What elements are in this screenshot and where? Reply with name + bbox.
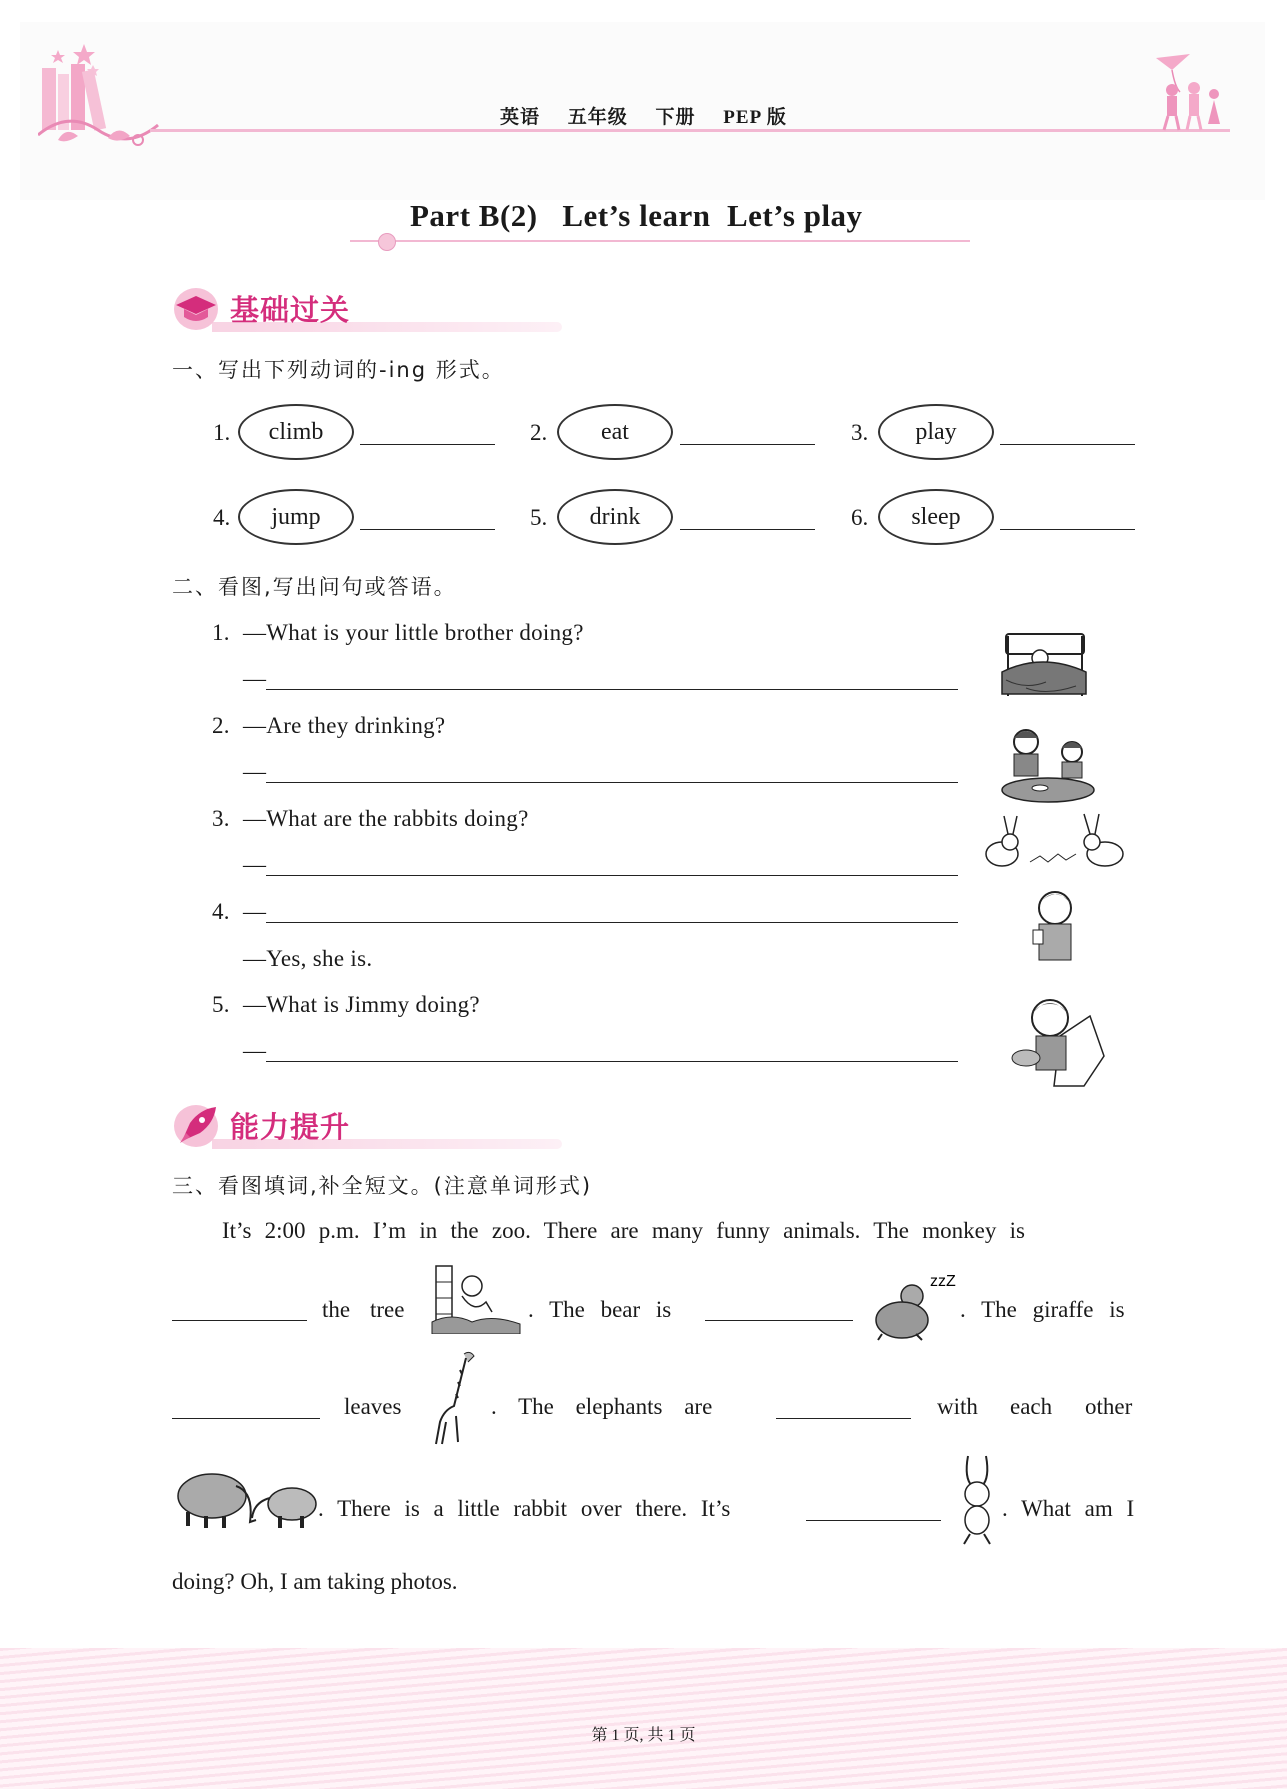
- answer-line[interactable]: [266, 922, 958, 923]
- the-giraffe-is-text: . The giraffe is: [960, 1297, 1125, 1322]
- q3-heading: 三、看图填词,补全短文。(注意单词形式): [172, 1174, 593, 1198]
- books-decoration-icon: [38, 40, 163, 150]
- verb-cloud: eat: [557, 404, 673, 460]
- section-basic-label: 基础过关: [230, 293, 351, 327]
- verb-cloud: jump: [238, 489, 354, 545]
- graduation-cap-icon: [172, 286, 220, 332]
- section-advanced-badge: [172, 1103, 572, 1149]
- fill-blank[interactable]: [806, 1520, 941, 1521]
- q2-item-num: 2.: [212, 713, 230, 738]
- the-elephants-are-text: . The elephants are: [491, 1394, 713, 1419]
- q1-item-num: 5.: [530, 505, 548, 530]
- q2-heading: 二、看图,写出问句或答语。: [172, 575, 457, 599]
- subject-label: 英语: [500, 107, 541, 128]
- q2-dash: —: [243, 852, 267, 877]
- q2-item-num: 1.: [212, 620, 230, 645]
- rabbit-jumping-picture: [950, 1452, 1004, 1546]
- q2-item-num: 5.: [212, 992, 230, 1017]
- word-other: other: [1085, 1394, 1133, 1419]
- volume-label: 下册: [655, 107, 696, 128]
- answer-blank[interactable]: [1000, 529, 1135, 530]
- edition-label: PEP 版: [723, 107, 787, 128]
- what-am-i-text: . What am I: [1002, 1496, 1135, 1521]
- title-underline: [350, 240, 970, 242]
- q1-item-num: 2.: [530, 420, 548, 445]
- q3-paragraph-last: doing? Oh, I am taking photos.: [172, 1569, 458, 1594]
- fill-blank[interactable]: [172, 1320, 307, 1321]
- answer-line[interactable]: [266, 875, 958, 876]
- q2-dash: —: [243, 899, 267, 924]
- answer-line[interactable]: [266, 782, 958, 783]
- girl-drinking-picture: [1025, 886, 1085, 972]
- q1-item-num: 4.: [213, 505, 231, 530]
- q3-paragraph-line1: It’s 2:00 p.m. I’m in the zoo. There are many funny animals. The monkey is: [222, 1218, 1025, 1243]
- boy-on-phone-picture: [1008, 992, 1108, 1088]
- q2-dash: —: [243, 666, 267, 691]
- monkey-climbing-tree-picture: [428, 1262, 524, 1334]
- grade-label: 五年级: [567, 107, 628, 128]
- page-number: 第 1 页, 共 1 页: [591, 1727, 696, 1744]
- kids-eating-picture: [1000, 724, 1095, 806]
- book-info: [500, 102, 809, 129]
- verb-cloud: climb: [238, 404, 354, 460]
- q1-item-num: 1.: [213, 420, 231, 445]
- footer-band: [0, 1648, 1287, 1789]
- word-leaves: leaves: [344, 1394, 402, 1419]
- the-bear-is-text: . The bear is: [528, 1297, 672, 1322]
- q2-item-num: 4.: [212, 899, 230, 924]
- q2-question: —What is your little brother doing?: [243, 620, 584, 645]
- word-each: each: [1010, 1394, 1053, 1419]
- q2-item-num: 3.: [212, 806, 230, 831]
- q2-question: —Are they drinking?: [243, 713, 446, 738]
- answer-blank[interactable]: [680, 444, 815, 445]
- title-dot: [378, 233, 396, 251]
- sleeping-boy-bed-picture: [996, 628, 1091, 708]
- q2-dash: —: [243, 1038, 267, 1063]
- verb-cloud: play: [878, 404, 994, 460]
- answer-blank[interactable]: [360, 529, 495, 530]
- section-basic-badge: [172, 286, 572, 332]
- q2-dash: —: [243, 759, 267, 784]
- q2-question: —What is Jimmy doing?: [243, 992, 480, 1017]
- q1-item-num: 3.: [851, 420, 869, 445]
- giraffe-picture: [430, 1346, 480, 1446]
- q1-item-num: 6.: [851, 505, 869, 530]
- verb-cloud: sleep: [878, 489, 994, 545]
- word-the: the: [322, 1297, 351, 1322]
- answer-line[interactable]: [266, 689, 958, 690]
- page-title: Part B(2) Let’s learn Let’s play: [410, 198, 863, 233]
- section-advanced-label: 能力提升: [230, 1110, 351, 1144]
- q2-answer: —Yes, she is.: [243, 946, 373, 971]
- rabbit-sentence-text: . There is a little rabbit over there. It’s: [318, 1496, 731, 1521]
- q1-heading: 一、写出下列动词的-ing 形式。: [172, 358, 505, 382]
- fill-blank[interactable]: [172, 1418, 320, 1419]
- elephants-playing-picture: [172, 1462, 322, 1532]
- header-rule: [150, 129, 1230, 132]
- zzz-text: zzZ: [930, 1273, 956, 1290]
- rocket-icon: [172, 1103, 220, 1149]
- answer-line[interactable]: [266, 1061, 958, 1062]
- rabbits-eating-picture: [980, 810, 1130, 876]
- kids-kite-icon: [1150, 52, 1230, 132]
- fill-blank[interactable]: [776, 1418, 911, 1419]
- sleeping-bear-picture: [868, 1268, 958, 1342]
- answer-blank[interactable]: [360, 444, 495, 445]
- fill-blank[interactable]: [705, 1320, 853, 1321]
- word-with: with: [937, 1394, 978, 1419]
- word-tree: tree: [370, 1297, 405, 1322]
- answer-blank[interactable]: [1000, 444, 1135, 445]
- answer-blank[interactable]: [680, 529, 815, 530]
- verb-cloud: drink: [557, 489, 673, 545]
- q2-question: —What are the rabbits doing?: [243, 806, 529, 831]
